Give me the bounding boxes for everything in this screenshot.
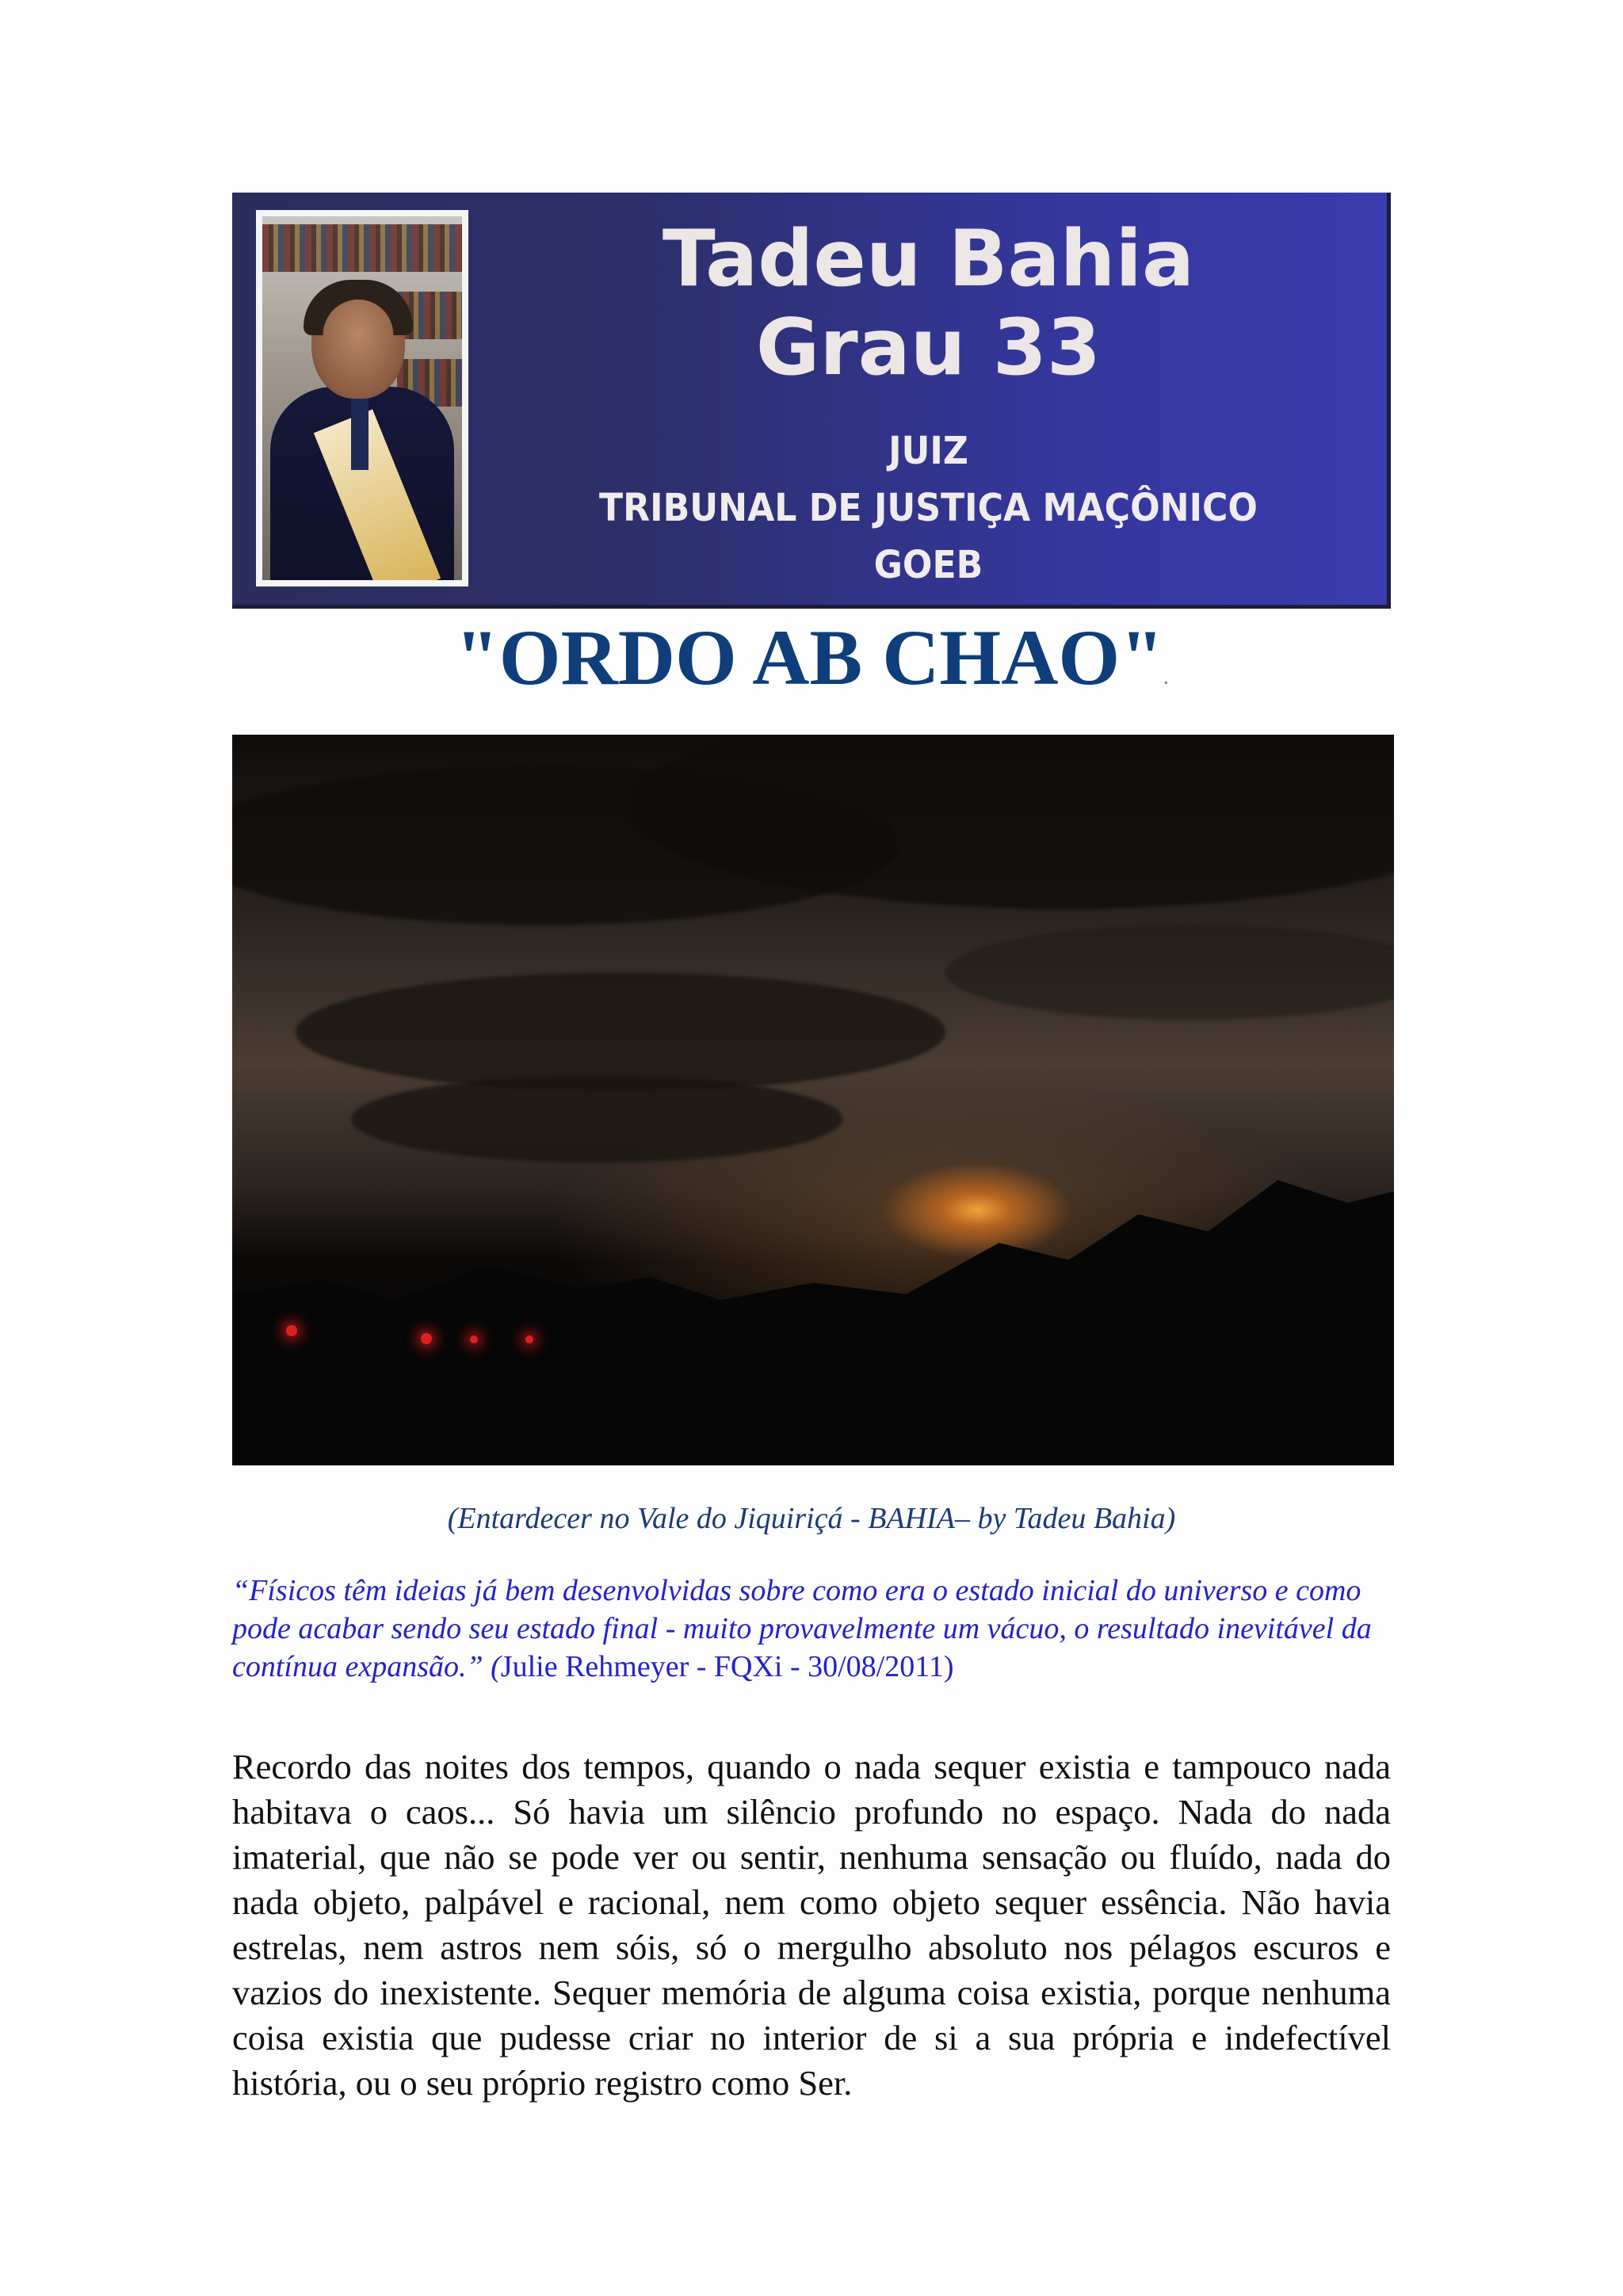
banner-role: JUIZ: [888, 429, 968, 473]
epigraph-quote: [232, 1572, 1397, 1686]
banner-name: Tadeu Bahia: [662, 214, 1195, 304]
body-paragraph: Recordo das noites dos tempos, quando o nada sequer existia e tampouco nada habitava o caos... Só havia um silêncio profundo no espaço. Nada do nada imaterial, que não se pode ver ou sentir, nenhuma sensação ou fluído, nada do nada objeto, palpável e racional, nem como objeto sequer essência. Não havia estrelas, nem astros nem sóis, só o mergulho absoluto nos pélagos escuros e vazios do inexistente. Sequer memória de alguma coisa existia, porque nenhuma coisa existia que pudesse criar no interior de si a sua própria e indefectível história, ou o seu próprio registro como Ser.: [232, 1747, 1391, 2103]
author-portrait: [256, 210, 468, 586]
banner-subtitle: [506, 422, 1350, 594]
portrait-photo: [262, 216, 462, 580]
photo-caption: (Entardecer no Vale do Jiquiriçá - BAHIA– by Tadeu Bahia): [447, 1502, 1176, 1535]
banner-org: GOEB: [873, 543, 983, 587]
quote-attribution: Julie Rehmeyer - FQXi - 30/08/2011): [500, 1650, 954, 1683]
banner-title: [470, 215, 1387, 392]
sunset-photo: [232, 735, 1394, 1465]
banner-degree: Grau 33: [755, 303, 1102, 393]
title-trailing-mark: .: [1163, 670, 1168, 688]
banner-court: TRIBUNAL DE JUSTIÇA MAÇÔNICO: [599, 486, 1258, 530]
page-title: [0, 610, 1623, 727]
page-title-text: "ORDO AB CHAO": [455, 613, 1164, 701]
header-banner: [232, 193, 1391, 609]
tree-silhouette: [232, 1180, 1394, 1465]
quote-text: “Físicos têm ideias já bem desenvolvidas sobre como era o estado inicial do universo e como pode acabar sendo seu estado final - muito provavelmente um vácuo, o resultado inevitável da contínua expansão.” (: [232, 1574, 1372, 1683]
